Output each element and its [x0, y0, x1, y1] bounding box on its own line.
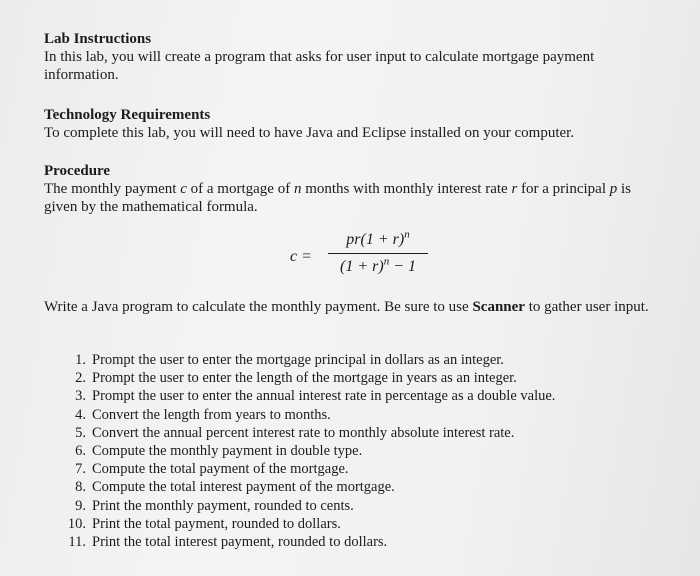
list-item: 5. Convert the annual percent interest rate to monthly absolute interest rate. [75, 424, 515, 441]
list-item: 7. Compute the total payment of the mortgage. [75, 461, 349, 478]
list-item: 10. Print the total payment, rounded to dollars. [67, 515, 341, 532]
technology-requirements-section [44, 106, 654, 142]
fraction-bar [328, 253, 428, 254]
procedure-intro: The monthly payment c of a mortgage of n months with monthly interest rate r for a principal p is given by the mathematical formula. [44, 181, 632, 215]
list-item: 11. Print the total interest payment, rounded to dollars. [68, 533, 388, 550]
instruction-paragraph: Write a Java program to calculate the monthly payment. Be sure to use Scanner to gather user input. [44, 299, 649, 315]
steps-list [66, 351, 656, 551]
procedure-heading: Procedure [44, 163, 111, 179]
lab-instructions-body: In this lab, you will create a program that asks for user input to calculate mortgage payment information. [44, 49, 595, 83]
technology-requirements-body: To complete this lab, you will need to have Java and Eclipse installed on your computer. [44, 125, 575, 141]
list-item: 9. Print the monthly payment, rounded to cents. [75, 497, 354, 514]
lab-instructions-section [44, 30, 654, 84]
lab-instructions-heading: Lab Instructions [44, 31, 152, 47]
list-item: 1. Prompt the user to enter the mortgage principal in dollars as an integer. [75, 352, 504, 368]
formula-fraction [328, 229, 428, 278]
formula-lhs: c = [290, 248, 312, 265]
scanner-keyword: Scanner [472, 299, 525, 315]
list-item: 4. Convert the length from years to months. [75, 406, 331, 423]
technology-requirements-heading: Technology Requirements [44, 107, 211, 123]
mortgage-formula [290, 229, 430, 285]
list-item: 2. Prompt the user to enter the length of the mortgage in years as an integer. [75, 370, 517, 387]
formula-denominator: $(1 + r)^n - 1$ [340, 255, 416, 275]
formula-numerator: $pr(1 + r)^n$ [346, 228, 410, 248]
list-item: 8. Compute the total interest payment of the mortgage. [75, 479, 395, 496]
list-item: 3. Prompt the user to enter the annual interest rate in percentage as a double value. [75, 388, 556, 405]
list-item: 6. Compute the monthly payment in double type. [75, 442, 363, 459]
procedure-section [44, 162, 654, 216]
